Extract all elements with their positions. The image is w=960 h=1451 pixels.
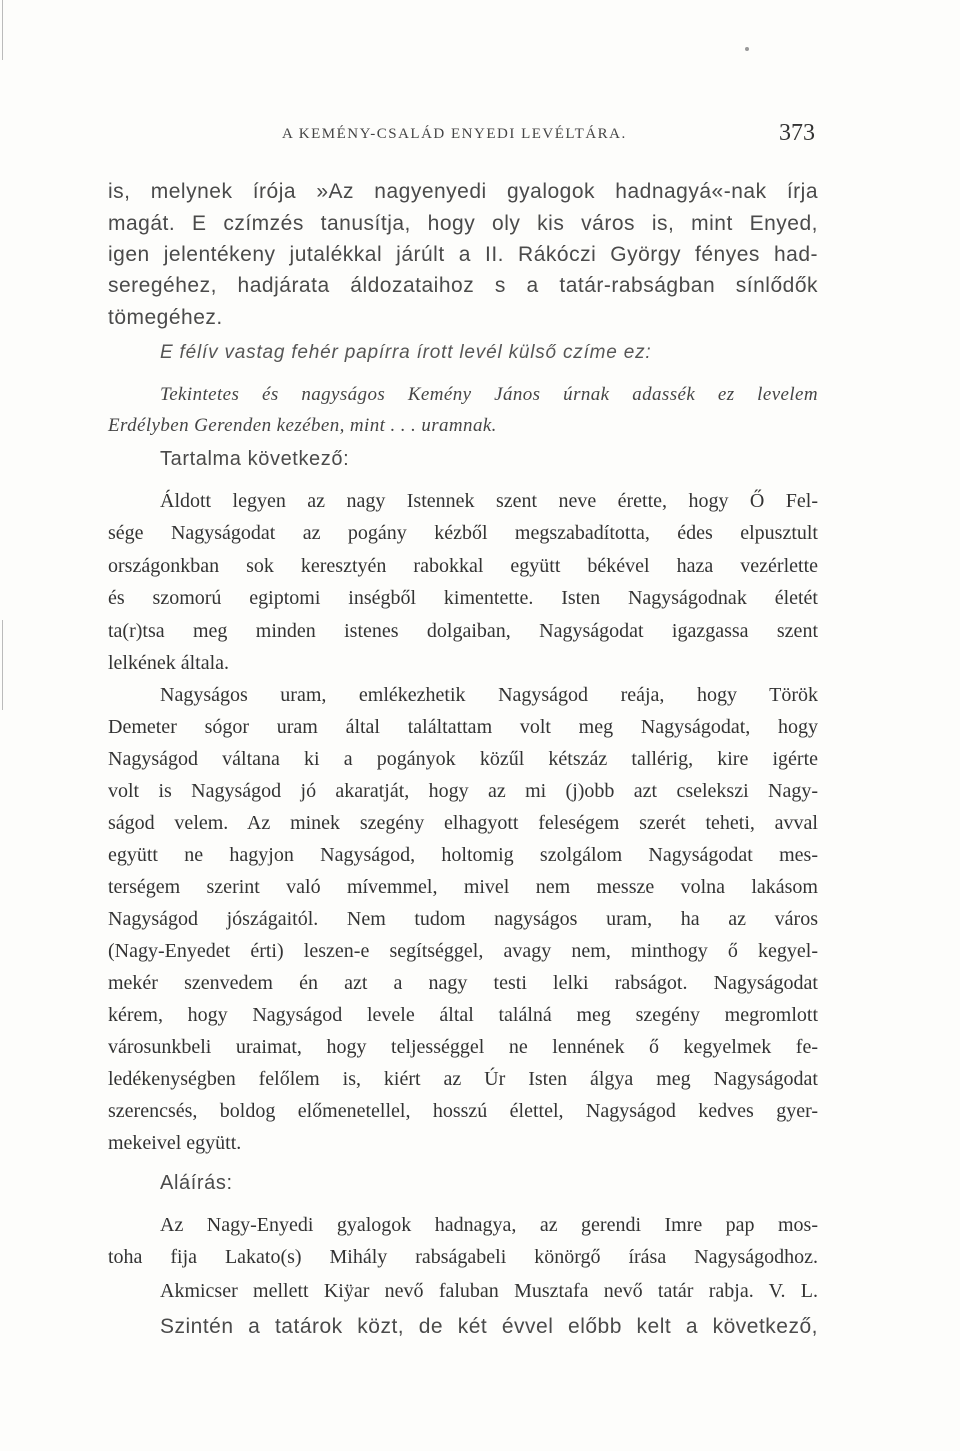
letter-line: és szomorú egiptomi inségből kimentette. Isten Nagyságodnak életét [108, 587, 818, 609]
letter-line: sége Nagyságodat az pogány kézből megszabadította, édes elpusztult [108, 522, 818, 544]
signature-label: Aláírás: [160, 1172, 233, 1194]
closing-line: Szintén a tatárok közt, de két évvel előbb kelt a következő, [160, 1315, 818, 1338]
letter-line: Demeter sógor uram által találtattam volt meg Nagyságodat, hogy [108, 716, 818, 738]
letter-line: mekeivel együtt. [108, 1132, 242, 1154]
letter-line: együtt ne hagyjon Nagyságod, holtomig szolgálom Nagyságodat mes- [108, 844, 818, 866]
address-intro: E félív vastag fehér papírra írott levél külső czíme ez: [160, 342, 652, 363]
letter-line: szerencsés, boldog előmenetellel, hosszú élettel, Nagyságod kedves gyer- [108, 1100, 818, 1122]
letter-line: lelkének általa. [108, 652, 230, 674]
letter-line: ságod velem. Az minek szegény elhagyott feleségem szerét teheti, avval [108, 812, 818, 834]
letter-line: ledékenységben felőlem is, kiért az Úr Isten álgya meg Nagyságodat [108, 1068, 818, 1090]
letter-line: Áldott legyen az nagy Istennek szent neve érette, hogy Ő Fel- [160, 490, 818, 512]
running-title: A KEMÉNY-CSALÁD ENYEDI LEVÉLTÁRA. [282, 126, 627, 142]
text-line: seregéhez, hadjárata áldozataihoz s a tatár-rabságban sínlődők [108, 274, 818, 297]
signature-line: toha fija Lakato(s) Mihály rabságabeli könörgő írása Nagyságodhoz. [108, 1246, 818, 1268]
content-label: Tartalma következő: [160, 448, 350, 470]
signature-line: Akmicser mellett Kiÿar nevő faluban Musztafa nevő tatár rabja. V. L. [160, 1280, 818, 1302]
letter-line: kérem, hogy Nagyságod levele által találná meg szegény megromlott [108, 1004, 818, 1026]
signature-line: Az Nagy-Enyedi gyalogok hadnagya, az gerendi Imre pap mos- [160, 1214, 818, 1236]
letter-line: Nagyságod jószágaitól. Nem tudom nagyságos uram, ha az város [108, 908, 818, 930]
letter-line: volt is Nagyságod jó akaratját, hogy az mi (j)obb azt cselekszi Nagy- [108, 780, 818, 802]
letter-line: városunkbeli uraimat, hogy teljességgel ne lennének ő kegyelmek fe- [108, 1036, 818, 1058]
address-line: Erdélyben Gerenden kezében, mint . . . uramnak. [108, 415, 497, 436]
letter-line: országonkban sok keresztyén rabokkal együtt békével haza vezérlette [108, 555, 818, 577]
running-header [282, 120, 815, 150]
scan-edge-mark [2, 0, 3, 60]
letter-line: Nagyságod váltana ki a pogányok közűl kétszáz tallérig, kire igérte [108, 748, 818, 770]
letter-line: Nagyságos uram, emlékezhetik Nagyságod reája, hogy Török [160, 684, 818, 706]
text-line: tömegéhez. [108, 306, 223, 329]
letter-line: ta(r)tsa meg minden istenes dolgaiban, Nagyságodat igazgassa szent [108, 620, 818, 642]
letter-line: (Nagy-Enyedet érti) leszen-e segítséggel, avagy nem, minthogy ő kegyel- [108, 940, 818, 962]
text-line: igen jelentékeny jutalékkal járúlt a II. Rákóczi György fényes had- [108, 243, 818, 266]
scan-speck [745, 47, 749, 51]
text-line: magát. E czímzés tanusítja, hogy oly kis város is, mint Enyed, [108, 212, 818, 235]
scan-edge-mark [2, 620, 3, 710]
letter-line: terségem szerint való mívemmel, mivel nem messze volna lakásom [108, 876, 818, 898]
letter-line: mekér szenvedem én azt a nagy testi lelki rabságot. Nagyságodat [108, 972, 818, 994]
address-line: Tekintetes és nagyságos Kemény János úrnak adassék ez levelem [160, 384, 818, 405]
text-line: is, melynek írója »Az nagyenyedi gyalogok hadnagyá«-nak írja [108, 180, 818, 203]
page-number: 373 [779, 120, 815, 146]
